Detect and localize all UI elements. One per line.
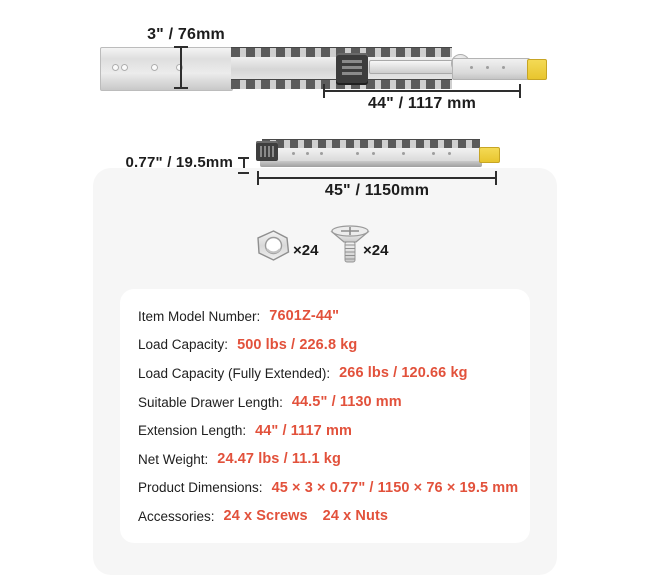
rail-dot: [402, 152, 405, 155]
spec-value: 45 × 3 × 0.77" / 1150 × 76 × 19.5 mm: [271, 479, 519, 496]
rail-dot: [356, 152, 359, 155]
thickness-dim-label: 0.77" / 19.5mm: [125, 154, 233, 171]
rail-dot: [432, 152, 435, 155]
spec-row-accessories: [138, 502, 530, 531]
spec-value: 44" / 1117 mm: [255, 422, 352, 439]
closed-rail-perforated-strip: [262, 139, 480, 148]
yellow-release-tab: [527, 59, 547, 80]
rail-hole: [151, 64, 158, 71]
height-dim-cap: [174, 46, 188, 48]
spec-label: Suitable Drawer Length:: [138, 394, 283, 410]
thickness-dim-mark: [238, 157, 249, 174]
length-dim-tick: [257, 171, 259, 185]
slide-lock-mechanism: [336, 53, 368, 85]
length-dim-line: [257, 177, 497, 179]
spec-value: 7601Z-44": [269, 308, 340, 325]
screw-count-label: ×24: [363, 242, 389, 259]
spec-value: 24 x Screws: [223, 508, 308, 525]
slide-outer-rail: [100, 47, 233, 91]
spec-row-model: [138, 302, 530, 331]
spec-label: Accessories:: [138, 508, 215, 524]
rail-dot: [320, 152, 323, 155]
spec-row-drawer-length: [138, 388, 530, 417]
rail-dot: [486, 66, 489, 69]
rail-dot: [372, 152, 375, 155]
spec-row-product-dimensions: [138, 474, 530, 503]
spec-row-load-capacity-extended: [138, 359, 530, 388]
spec-value: 266 lbs / 120.66 kg: [339, 365, 468, 382]
spec-label: Extension Length:: [138, 423, 247, 439]
rail-hole: [112, 64, 119, 71]
nut-icon: [255, 230, 292, 261]
rail-dot: [470, 66, 473, 69]
rail-dot: [502, 66, 505, 69]
spec-label: Load Capacity (Fully Extended):: [138, 365, 331, 381]
height-dim-cap: [174, 87, 188, 89]
height-dim-label: 3" / 76mm: [147, 26, 225, 43]
slide-inner-rail: [452, 58, 530, 80]
spec-value: 24 x Nuts: [322, 508, 389, 525]
rail-dot: [448, 152, 451, 155]
slide-lever: [369, 60, 463, 74]
length-dim-tick: [495, 171, 497, 185]
spec-row-load-capacity: [138, 331, 530, 360]
spec-label: Product Dimensions:: [138, 480, 263, 496]
spec-card: [120, 289, 530, 543]
extension-dim-label: 44" / 1117 mm: [367, 95, 477, 112]
yellow-release-tab: [479, 147, 500, 163]
spec-value: 24.47 lbs / 11.1 kg: [217, 451, 341, 468]
height-dim-line: [180, 46, 182, 89]
spec-row-net-weight: [138, 445, 530, 474]
spec-label: Net Weight:: [138, 451, 209, 467]
spec-value: 500 lbs / 226.8 kg: [237, 336, 358, 353]
nut-count-label: ×24: [293, 242, 319, 259]
extension-dim-line: [323, 90, 521, 92]
closed-rail-bracket: [256, 141, 278, 161]
rail-hole: [121, 64, 128, 71]
closed-rail-lower-edge: [260, 161, 482, 167]
spec-label: Load Capacity:: [138, 337, 229, 353]
spec-label: Item Model Number:: [138, 308, 261, 324]
spec-row-extension-length: [138, 416, 530, 445]
spec-value: 44.5" / 1130 mm: [291, 394, 402, 411]
length-dim-label: 45" / 1150mm: [324, 182, 430, 199]
rail-dot: [292, 152, 295, 155]
rail-dot: [306, 152, 309, 155]
